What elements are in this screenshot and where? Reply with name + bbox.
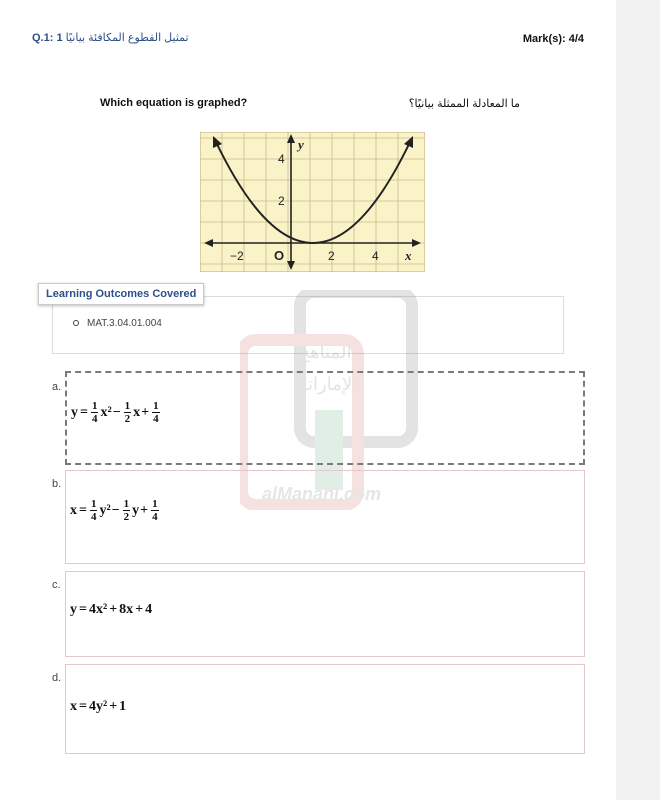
marks-label: Mark(s): 4/4 xyxy=(522,33,584,45)
question-title-ar: تمثيل القطوع المكافئة بيانيًا xyxy=(65,32,189,44)
option-d[interactable] xyxy=(65,664,585,754)
question-number: Q.1: 1 تمثيل القطوع المكافئة بيانيًا xyxy=(32,32,189,44)
option-b-equation: x = $\frac{1}{4}$ y² − $\frac{1}{2}$ y + $\frac{1}{4}$ xyxy=(70,498,158,523)
x-tick-label: 4 xyxy=(372,249,379,263)
bullet-icon xyxy=(73,320,79,326)
watermark-text-ar-2: الإماراتية xyxy=(292,374,358,395)
option-letter-d: d. xyxy=(52,672,62,684)
y-tick-label: 4 xyxy=(278,152,285,166)
watermark-text-ar-1: المناهج xyxy=(298,342,352,363)
question-text-en: Which equation is graphed? xyxy=(100,97,248,109)
option-letter-a: a. xyxy=(52,381,62,393)
fraction-one-quarter: $\frac{1}{4}$ xyxy=(90,498,97,523)
fraction-one-quarter: $\frac{1}{4}$ xyxy=(91,400,98,425)
origin-label: O xyxy=(274,248,285,263)
option-letter-b: b. xyxy=(52,478,62,490)
y-tick-label: 2 xyxy=(278,194,285,208)
x-axis-label: x xyxy=(405,248,412,263)
option-d-equation: x = 4y² + 1 xyxy=(70,699,127,714)
x-tick-label: −2 xyxy=(230,249,244,263)
fraction-one-quarter: $\frac{1}{4}$ xyxy=(152,498,158,523)
option-b[interactable] xyxy=(65,470,585,564)
learning-outcome-item: MAT.3.04.01.004 xyxy=(73,318,162,329)
option-c[interactable] xyxy=(65,571,585,657)
question-text-ar: ما المعادلة الممثلة بيانيًا؟ xyxy=(408,98,520,110)
option-letter-c: c. xyxy=(52,579,61,591)
fraction-one-quarter: $\frac{1}{4}$ xyxy=(153,400,159,425)
fraction-one-half: $\frac{1}{2}$ xyxy=(124,400,131,425)
y-axis-label: y xyxy=(298,137,304,152)
watermark-text-en: alManahj.com xyxy=(262,484,382,504)
parabola-graph xyxy=(200,132,425,272)
option-c-equation: y = 4x² + 8x + 4 xyxy=(70,602,153,617)
option-a[interactable] xyxy=(65,371,585,465)
fraction-one-half: $\frac{1}{2}$ xyxy=(123,498,130,523)
x-tick-label: 2 xyxy=(328,249,335,263)
learning-outcomes-tab[interactable]: Learning Outcomes Covered xyxy=(38,283,204,305)
option-a-equation: y = $\frac{1}{4}$ x² − $\frac{1}{2}$ x + $\frac{1}{4}$ xyxy=(71,400,159,425)
